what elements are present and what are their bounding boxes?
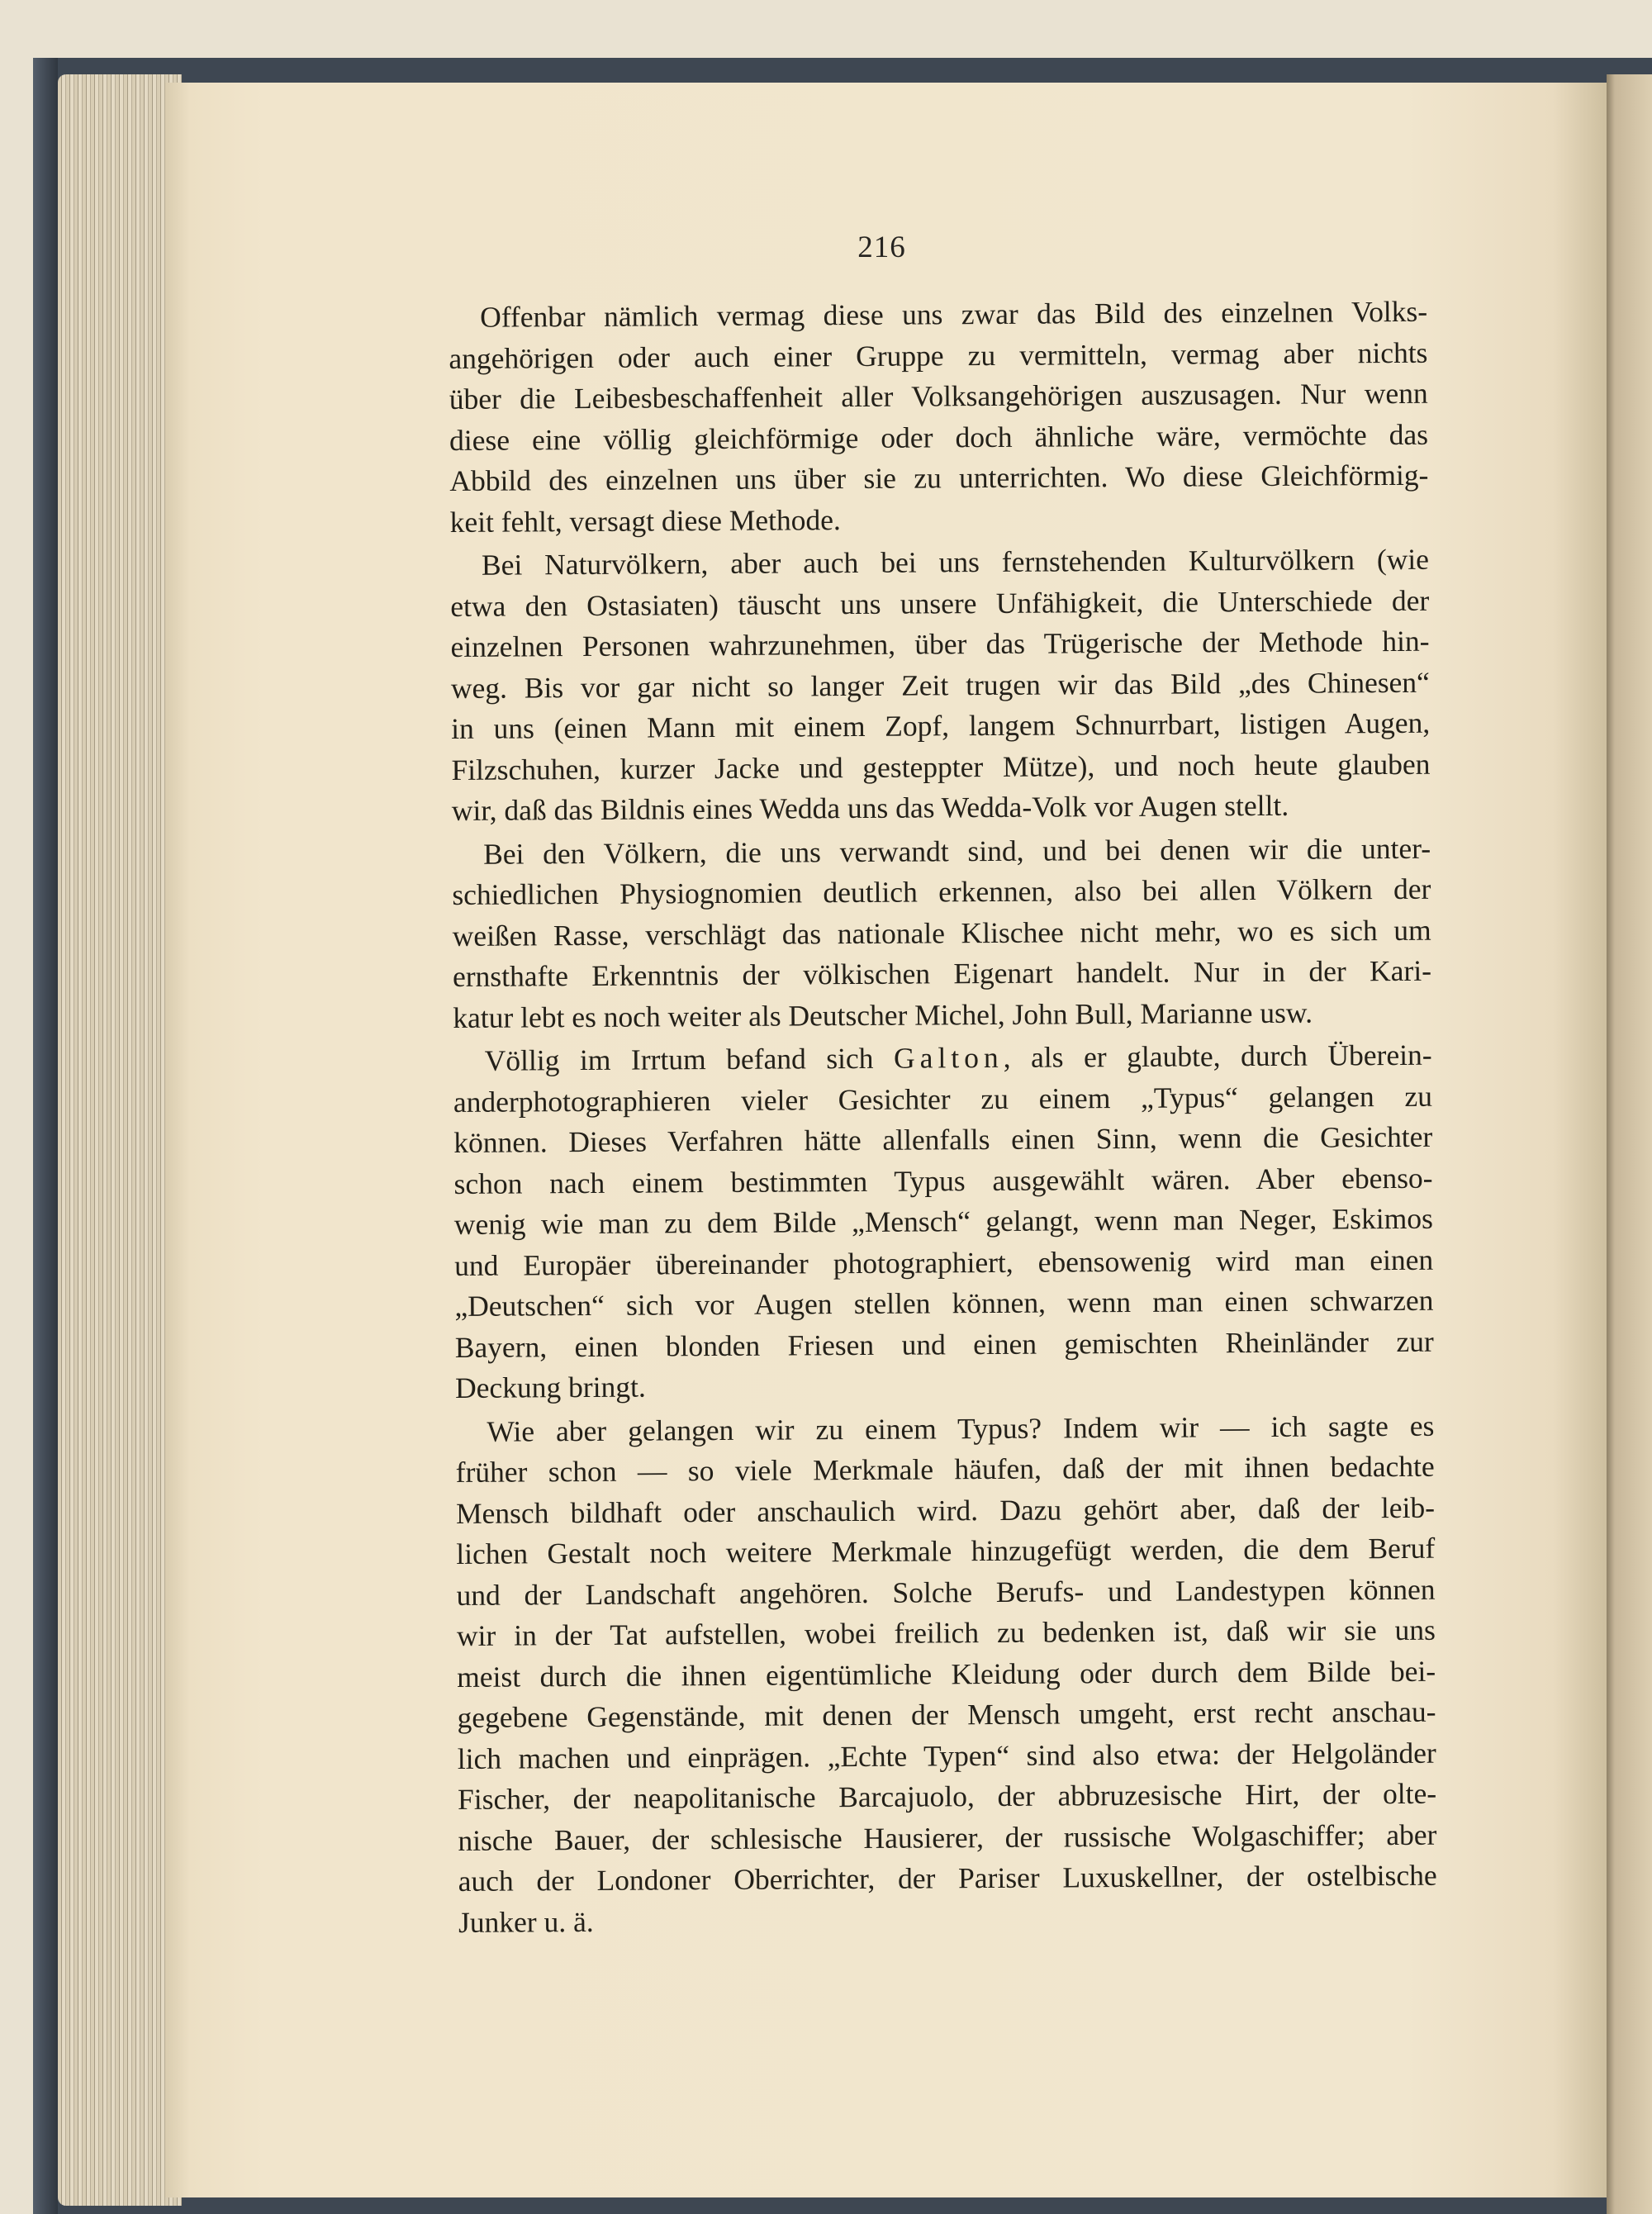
text-line: etwa den Ostasiaten) täuscht uns unsere Unfähigkeit, die Unterschiede der	[450, 583, 1430, 623]
text-line: über die Leibesbeschaffenheit aller Volksangehörigen auszusagen. Nur wenn	[449, 376, 1428, 416]
paragraph-3	[452, 828, 1431, 1038]
paragraph-5	[455, 1405, 1437, 1943]
text-line: ernsthafte Erkenntnis der völkischen Eigenart handelt. Nur in der Kari-	[452, 953, 1432, 993]
text-line: weißen Rasse, verschlägt das nationale Klischee nicht mehr, wo es sich um	[452, 913, 1431, 953]
text-line: auch der Londoner Oberrichter, der Pariser Luxuskellner, der ostelbische	[458, 1858, 1437, 1898]
text-line: Mensch bildhaft oder anschaulich wird. Dazu gehört aber, daß der leib-	[455, 1490, 1436, 1530]
text-line: katur lebt es noch weiter als Deutscher Michel, John Bull, Marianne usw.	[453, 995, 1313, 1034]
text-line: Junker u. ä.	[458, 1904, 594, 1939]
text-fragment: Völlig im Irrtum befand sich	[484, 1041, 874, 1077]
text-line: angehörigen oder auch einer Gruppe zu vermitteln, vermag aber nichts	[449, 335, 1428, 375]
text-line	[453, 1035, 1431, 1082]
text-line: lich machen und einprägen. „Echte Typen“ sind also etwa: der Helgoländer	[457, 1736, 1436, 1775]
text-line: wir in der Tat aufstellen, wobei freilich zu bedenken ist, daß wir sie uns	[456, 1613, 1436, 1652]
text-line: Fischer, der neapolitanische Barcajuolo, der abbruzesische Hirt, der olte-	[457, 1776, 1437, 1816]
text-line: Offenbar nämlich vermag diese uns zwar das Bild des einzelnen Volks-	[480, 294, 1428, 334]
page-number: 216	[857, 230, 906, 264]
text-line: und Europäer übereinander photographiert, ebensowenig wird man einen	[454, 1242, 1434, 1282]
page-body-text	[449, 292, 1437, 1943]
paragraph-1	[449, 292, 1429, 543]
text-line: Bayern, einen blonden Friesen und einen gemischten Rheinländer zur	[454, 1324, 1434, 1364]
text-line: „Deutschen“ sich vor Augen stellen können, wenn man einen schwarzen	[454, 1283, 1434, 1323]
text-line: meist durch die ihnen eigentümliche Kleidung oder durch dem Bilde bei-	[457, 1654, 1436, 1694]
text-line: keit fehlt, versagt diese Methode.	[449, 502, 841, 539]
text-fragment: , als er glaubte, durch Überein-	[1003, 1038, 1432, 1074]
book-spine-edge	[33, 58, 58, 2214]
text-line: diese eine völlig gleichförmige oder doch ähnliche wäre, vermöchte das	[449, 417, 1429, 457]
text-line: gegebene Gegenstände, mit denen der Mensch umgeht, erst recht anschau-	[457, 1694, 1436, 1734]
text-line: Wie aber gelangen wir zu einem Typus? Indem wir — ich sagte es	[487, 1409, 1435, 1448]
text-line: in uns (einen Mann mit einem Zopf, langem Schnurrbart, listigen Augen,	[451, 706, 1431, 745]
text-line: wir, daß das Bildnis eines Wedda uns das Wedda-Volk vor Augen stellt.	[451, 788, 1289, 827]
text-line: und der Landschaft angehören. Solche Berufs- und Landestypen können	[456, 1572, 1436, 1612]
text-line: können. Dieses Verfahren hätte allenfalls einen Sinn, wenn die Gesichter	[453, 1119, 1433, 1159]
emphasized-name: Galton	[893, 1040, 1004, 1075]
text-line: früher schon — so viele Merkmale häufen, daß der mit ihnen bedachte	[455, 1449, 1435, 1489]
text-line: schon nach einem bestimmten Typus ausgewählt wären. Aber ebenso-	[453, 1161, 1433, 1200]
text-line: Abbild des einzelnen uns über sie zu unterrichten. Wo diese Gleichförmig-	[449, 458, 1429, 497]
text-line: wenig wie man zu dem Bilde „Mensch“ gelangt, wenn man Neger, Eskimos	[453, 1201, 1433, 1241]
text-line: lichen Gestalt noch weitere Merkmale hinzugefügt werden, die dem Beruf	[456, 1531, 1436, 1570]
text-line: Bei Naturvölkern, aber auch bei uns fernstehenden Kulturvölkern (wie	[481, 542, 1430, 582]
text-line: schiedlichen Physiognomien deutlich erkennen, also bei allen Völkern der	[452, 872, 1431, 911]
text-line: Deckung bringt.	[454, 1370, 646, 1404]
text-line: anderphotographieren vieler Gesichter zu einem „Typus“ gelangen zu	[453, 1079, 1433, 1119]
text-line: Bei den Völkern, die uns verwandt sind, und bei denen wir die unter-	[482, 831, 1431, 871]
page-edges	[58, 74, 182, 2206]
next-page-edge	[1607, 74, 1652, 2214]
text-line: weg. Bis vor gar nicht so langer Zeit trugen wir das Bild „des Chinesen“	[450, 665, 1430, 705]
text-line: nische Bauer, der schlesische Hausierer, der russische Wolgaschiffer; aber	[458, 1817, 1437, 1857]
text-line: Filzschuhen, kurzer Jacke und gesteppter Mütze), und noch heute glauben	[451, 747, 1431, 786]
text-line: einzelnen Personen wahrzunehmen, über das Trügerische der Methode hin-	[450, 624, 1430, 663]
paragraph-2	[450, 539, 1431, 832]
paragraph-4	[453, 1035, 1434, 1409]
